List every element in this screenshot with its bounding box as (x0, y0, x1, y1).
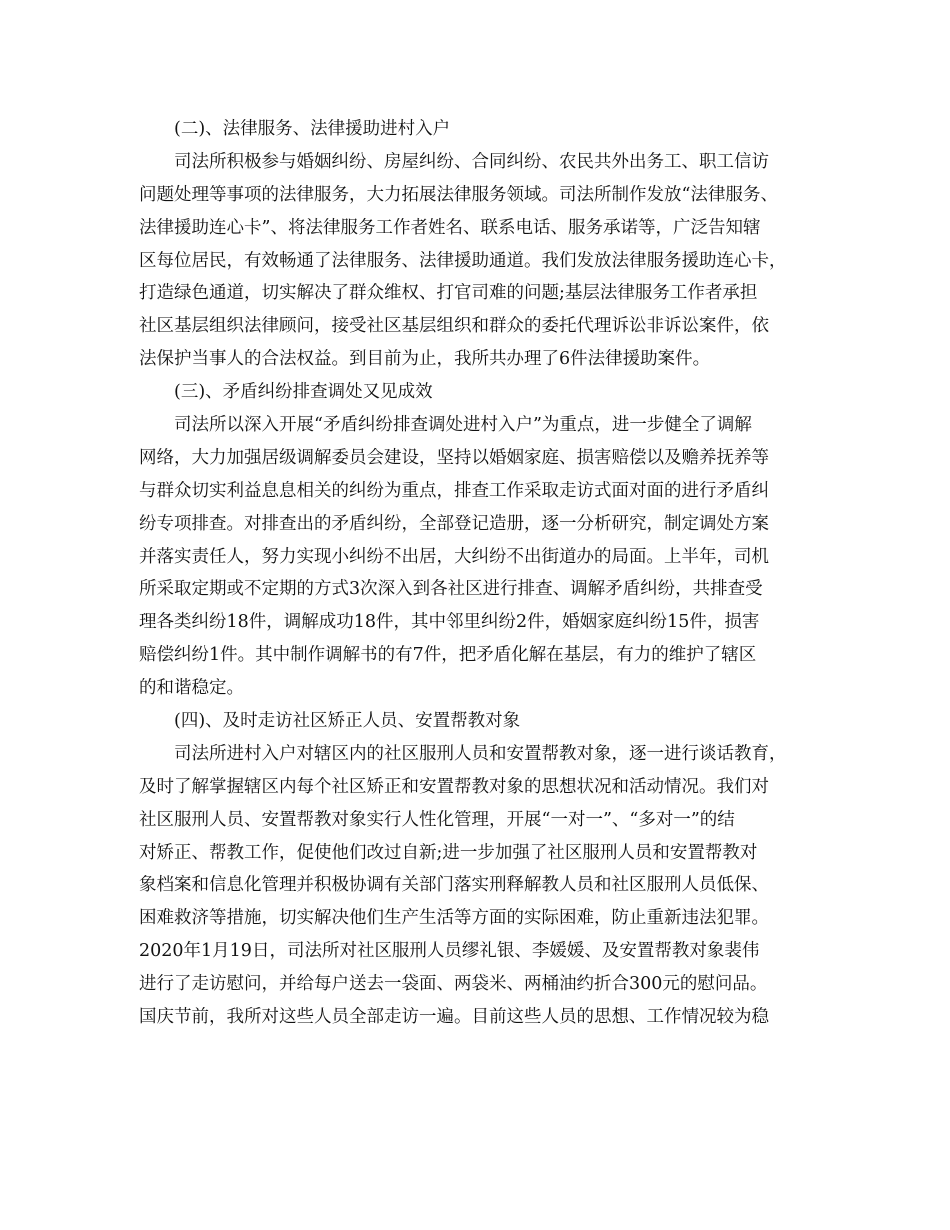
paragraph-line: 困难救济等措施，切实解决他们生产生活等方面的实际困难，防止重新违法犯罪。 (139, 908, 769, 929)
paragraph-line: 2020年1月19日，司法所对社区服刑人员缪礼银、李媛媛、及安置帮教对象裴伟 (139, 941, 760, 962)
paragraph-line: 进行了走访慰问，并给每户送去一袋面、两袋米、两桶油约折合300元的慰问品。 (139, 974, 768, 995)
paragraph-line: 司法所进村入户对辖区内的社区服刑人员和安置帮教对象，逐一进行谈话教育， (174, 743, 787, 764)
section-heading-2: (二)、法律服务、法律援助进村入户 (174, 119, 451, 139)
paragraph-line: 理各类纠纷18件，调解成功18件，其中邻里纠纷2件，婚姻家庭纠纷15件，损害 (139, 612, 760, 633)
paragraph-line: 象档案和信息化管理并积极协调有关部门落实刑释解教人员和社区服刑人员低保、 (139, 875, 769, 896)
paragraph-line: 社区服刑人员、安置帮教对象实行人性化管理，开展“一对一”、“多对一”的结 (139, 809, 735, 830)
paragraph-line: 所采取定期或不定期的方式3次深入到各社区进行排查、调解矛盾纠纷，共排查受 (139, 579, 763, 600)
section-heading-3: (三)、矛盾纠纷排查调处又见成效 (174, 382, 433, 403)
paragraph-line: 国庆节前，我所对这些人员全部走访一遍。目前这些人员的思想、工作情况较为稳 (139, 1007, 769, 1028)
section-heading-4: (四)、及时走访社区矫正人员、安置帮教对象 (174, 711, 521, 732)
paragraph-line: 法律援助连心卡”、将法律服务工作者姓名、联系电话、服务承诺等，广泛告知辖 (139, 217, 761, 238)
paragraph-line: 的和谐稳定。 (139, 678, 244, 699)
paragraph-line: 赔偿纠纷1件。其中制作调解书的有7件，把矛盾化解在基层，有力的维护了辖区 (139, 645, 757, 666)
paragraph-line: 区每位居民，有效畅通了法律服务、法律援助通道。我们发放法律服务援助连心卡， (139, 250, 787, 271)
paragraph-line: 与群众切实利益息息相关的纠纷为重点，排查工作采取走访式面对面的进行矛盾纠 (139, 480, 769, 501)
paragraph-line: 打造绿色通道，切实解决了群众维权、打官司难的问题;基层法律服务工作者承担 (139, 283, 758, 304)
paragraph-line: 对矫正、帮教工作，促使他们改过自新;进一步加强了社区服刑人员和安置帮教对 (139, 842, 758, 863)
paragraph-line: 社区基层组织法律顾问，接受社区基层组织和群众的委托代理诉讼非诉讼案件，依 (139, 316, 769, 337)
paragraph-line: 网络，大力加强居级调解委员会建设，坚持以婚姻家庭、损害赔偿以及赡养抚养等 (139, 447, 769, 468)
paragraph-line: 法保护当事人的合法权益。到目前为止，我所共办理了6件法律援助案件。 (139, 349, 711, 370)
paragraph-line: 司法所积极参与婚姻纠纷、房屋纠纷、合同纠纷、农民共外出务工、职工信访 (174, 151, 769, 172)
paragraph-line: 司法所以深入开展“矛盾纠纷排查调处进村入户”为重点，进一步健全了调解 (174, 415, 752, 436)
paragraph-line: 纷专项排查。对排查出的矛盾纠纷，全部登记造册，逐一分析研究，制定调处方案 (139, 513, 769, 534)
paragraph-line: 问题处理等事项的法律服务，大力拓展法律服务领域。司法所制作发放“法律服务、 (139, 184, 778, 205)
paragraph-line: 并落实责任人，努力实现小纠纷不出居，大纠纷不出街道办的局面。上半年，司机 (139, 546, 769, 567)
document-body (139, 113, 829, 1034)
paragraph-line: 及时了解掌握辖区内每个社区矫正和安置帮教对象的思想状况和活动情况。我们对 (139, 776, 769, 797)
